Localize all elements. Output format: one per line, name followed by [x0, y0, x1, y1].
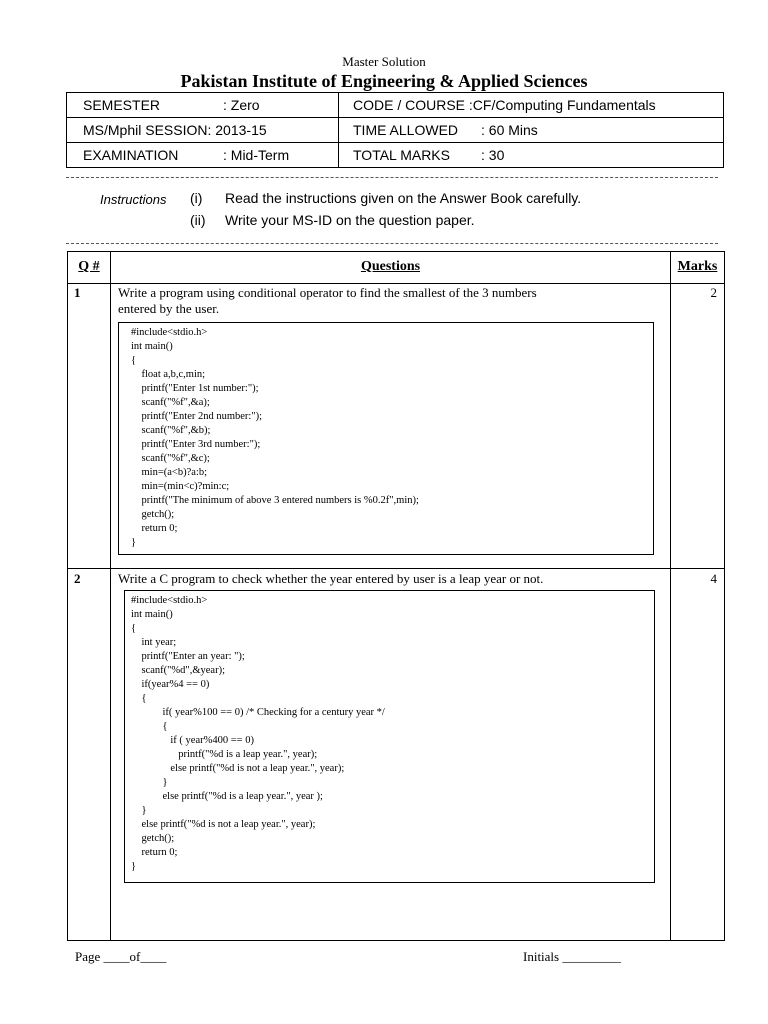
code-line: scanf("%f",&b); — [131, 425, 211, 436]
code-line: #include<stdio.h> — [131, 595, 208, 606]
question-1-text — [118, 285, 668, 317]
code-line: } — [131, 777, 168, 788]
question-2-marks: 4 — [710, 571, 717, 586]
question-2-text: Write a C program to check whether the year entered by user is a leap year or not. — [118, 571, 544, 586]
question-2-number: 2 — [74, 571, 81, 586]
code-line: if( year%100 == 0) /* Checking for a century year */ — [131, 707, 385, 718]
total-marks-value: : 30 — [481, 147, 505, 163]
code-line: int year; — [131, 637, 177, 648]
code-line: getch(); — [131, 509, 175, 520]
code-line: else printf("%d is not a leap year.", year); — [131, 819, 316, 830]
marks-column-header: Marks — [677, 259, 718, 274]
code-line: } — [131, 861, 137, 872]
question-1-text-line-1: Write a program using conditional operator to find the smallest of the 3 numbers — [118, 285, 537, 300]
question-1-marks: 2 — [710, 285, 717, 300]
instruction-1-number: (i) — [190, 190, 203, 206]
semester-label: SEMESTER — [83, 97, 161, 113]
header-row-divider — [68, 283, 724, 284]
code-line: } — [131, 805, 147, 816]
code-line: { — [131, 693, 147, 704]
code-line: printf("Enter 2nd number:"); — [131, 411, 263, 422]
divider-top — [66, 177, 718, 178]
code-line: scanf("%d",&year); — [131, 665, 225, 676]
instruction-1-text: Read the instructions given on the Answer Book carefully. — [225, 190, 582, 206]
divider-bottom — [66, 243, 718, 244]
code-line: min=(a<b)?a:b; — [131, 467, 207, 478]
code-line: return 0; — [131, 847, 178, 858]
time-allowed-value: : 60 Mins — [481, 122, 538, 138]
code-line: } — [131, 537, 137, 548]
questions-column-header: Questions — [360, 259, 421, 274]
code-line: printf("Enter 3rd number:"); — [131, 439, 261, 450]
code-line: float a,b,c,min; — [131, 369, 206, 380]
code-line: { — [131, 721, 168, 732]
column-divider — [110, 252, 111, 940]
code-line: #include<stdio.h> — [131, 327, 208, 338]
exam-info-table — [66, 92, 724, 168]
question-1-text-line-2: entered by the user. — [118, 301, 220, 316]
examination-label: EXAMINATION — [83, 147, 179, 163]
code-line: { — [131, 623, 137, 634]
page-number-field: Page ____of____ — [75, 949, 167, 964]
session-value: 2013-15 — [215, 122, 267, 138]
code-line: scanf("%f",&c); — [131, 453, 210, 464]
course-value: :CF/Computing Fundamentals — [468, 97, 656, 113]
question-row-divider — [68, 568, 724, 569]
instruction-2-text: Write your MS-ID on the question paper. — [225, 212, 475, 228]
time-allowed-label: TIME ALLOWED — [353, 122, 459, 138]
semester-value: : Zero — [223, 97, 260, 113]
course-label: CODE / COURSE — [353, 97, 466, 113]
code-line: int main() — [131, 609, 173, 620]
code-line: printf("%d is a leap year.", year); — [131, 749, 318, 760]
code-line: return 0; — [131, 523, 178, 534]
code-line: printf("Enter 1st number:"); — [131, 383, 259, 394]
initials-field: Initials _________ — [523, 949, 621, 964]
code-line: printf("Enter an year: "); — [131, 651, 245, 662]
code-line: scanf("%f",&a); — [131, 397, 210, 408]
code-line: min=(min<c)?min:c; — [131, 481, 230, 492]
instructions-label: Instructions — [100, 192, 167, 207]
column-divider — [670, 252, 671, 940]
code-line: if(year%4 == 0) — [131, 679, 210, 690]
questions-table — [67, 251, 725, 941]
code-line: { — [131, 355, 137, 366]
institute-title: Pakistan Institute of Engineering & Applied Sciences — [180, 71, 588, 91]
question-1-number: 1 — [74, 285, 81, 300]
session-label: MS/Mphil SESSION: — [83, 122, 212, 138]
total-marks-label: TOTAL MARKS — [353, 147, 450, 163]
question-1-code-block — [118, 322, 654, 555]
question-2-code-block — [124, 590, 655, 883]
code-line: int main() — [131, 341, 173, 352]
examination-value: : Mid-Term — [223, 147, 290, 163]
code-line: getch(); — [131, 833, 175, 844]
instruction-2-number: (ii) — [190, 212, 206, 228]
code-line: printf("The minimum of above 3 entered numbers is %0.2f",min); — [131, 495, 419, 506]
document-subtitle: Master Solution — [342, 54, 426, 69]
code-line: if ( year%400 == 0) — [131, 735, 254, 746]
qnum-column-header: Q # — [78, 259, 100, 274]
code-line: else printf("%d is a leap year.", year ); — [131, 791, 323, 802]
code-line: else printf("%d is not a leap year.", year); — [131, 763, 345, 774]
